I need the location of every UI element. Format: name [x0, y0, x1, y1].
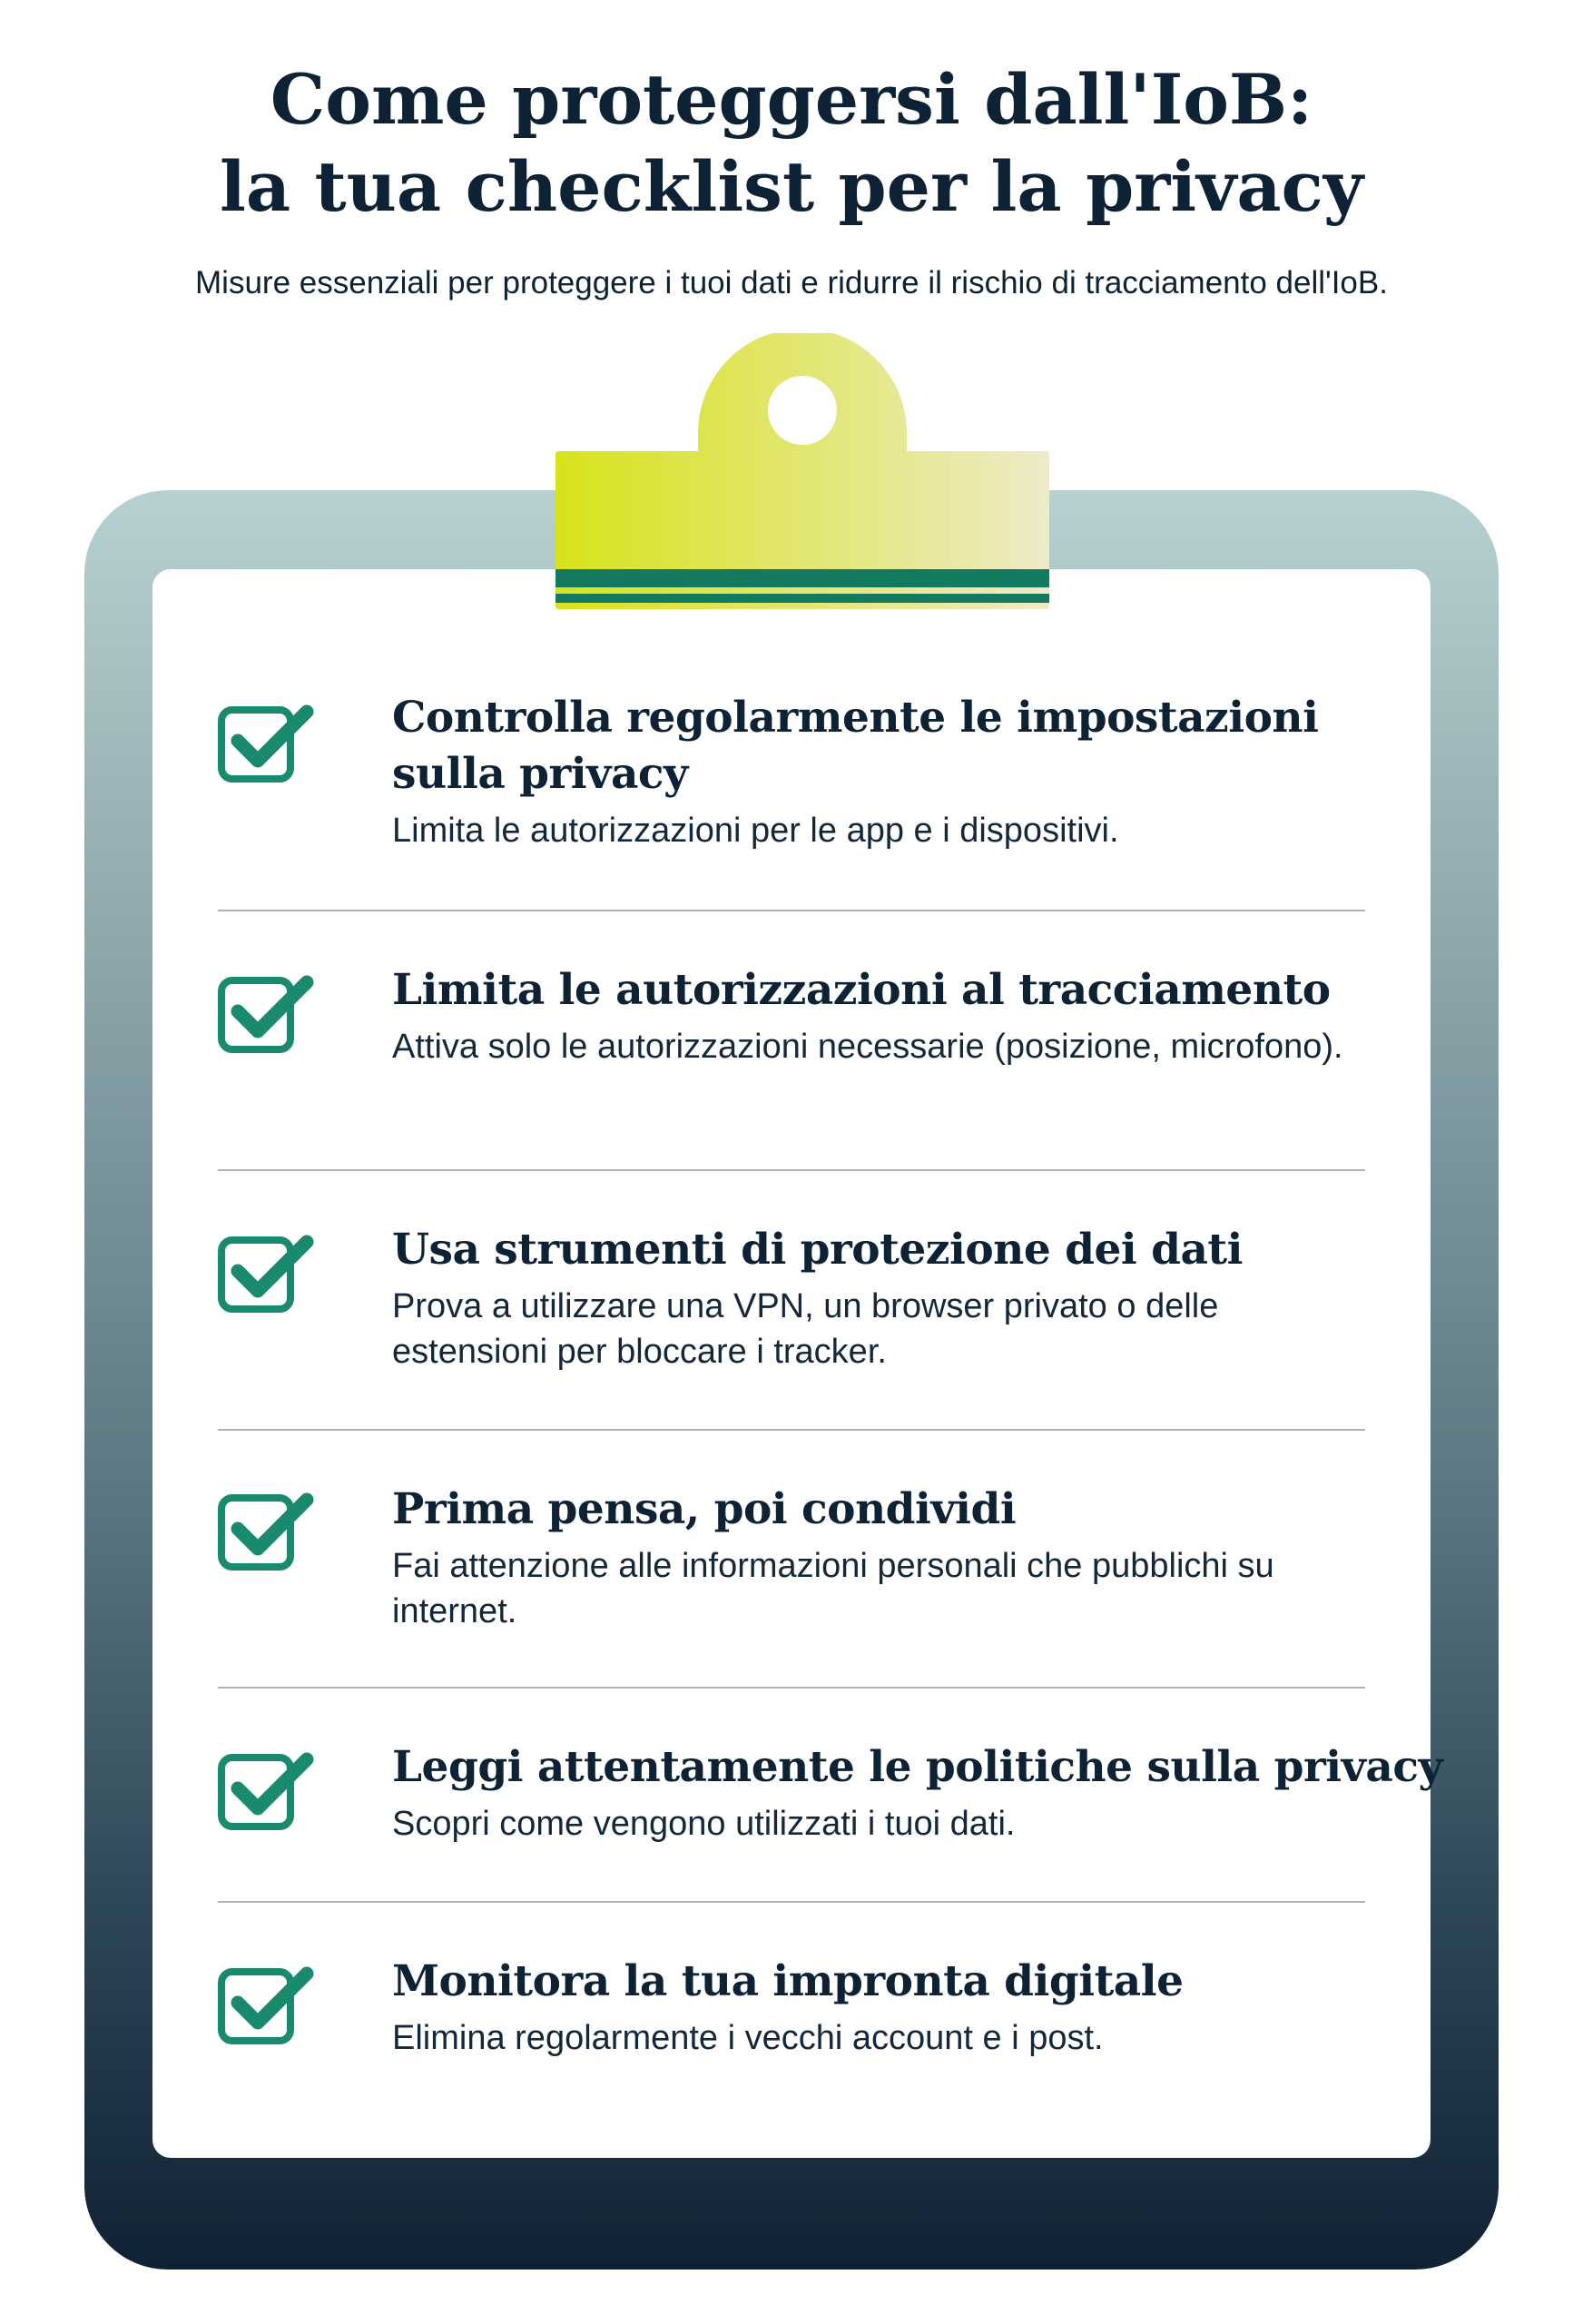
- checkbox-checked-icon: [218, 1965, 318, 2046]
- checklist-item-desc: Limita le autorizzazioni per le app e i dispositivi.: [392, 812, 1119, 850]
- title-line-2: la tua checklist per la privacy: [219, 146, 1363, 227]
- checklist-item-desc: Prova a utilizzare una VPN, un browser privato o delle estensioni per bloccare i tracker.: [392, 1287, 1219, 1371]
- checkbox-checked-icon: [218, 973, 318, 1055]
- checklist-item: [218, 1739, 1443, 1857]
- checkbox-checked-icon: [218, 1233, 318, 1315]
- checklist-item-desc: Fai attenzione alle informazioni personali che pubblichi su internet.: [392, 1547, 1274, 1630]
- page-title: [0, 56, 1583, 231]
- checklist-item-title: Monitora la tua impronta digitale: [392, 1956, 1184, 2006]
- checklist-item-title: Limita le autorizzazioni al tracciamento: [392, 965, 1331, 1015]
- checklist-item: [218, 962, 1365, 1126]
- checklist-item-desc: Elimina regolarmente i vecchi account e i post.: [392, 2019, 1104, 2057]
- checkbox-checked-icon: [218, 703, 318, 784]
- title-line-1: Come proteggersi dall'IoB:: [270, 59, 1313, 140]
- checklist-item: [218, 1222, 1365, 1385]
- checkbox-checked-icon: [218, 1491, 318, 1572]
- checklist-item: [218, 690, 1365, 853]
- divider: [218, 910, 1365, 911]
- checklist-item-title: Leggi attentamente le politiche sulla privacy: [392, 1742, 1443, 1792]
- divider: [218, 1429, 1365, 1431]
- checklist-item-title: Usa strumenti di protezione dei dati: [392, 1225, 1243, 1275]
- checkbox-checked-icon: [218, 1750, 318, 1832]
- checklist-item: [218, 1482, 1365, 1645]
- divider: [218, 1901, 1365, 1903]
- checklist-item-text: [392, 1954, 1372, 2061]
- checklist-item-desc: Scopri come vengono utilizzati i tuoi dati.: [392, 1805, 1016, 1843]
- checklist-item-text: [392, 1739, 1443, 1846]
- clipboard-clip-icon: [556, 333, 1049, 612]
- divider: [218, 1687, 1365, 1689]
- checklist-item-title: Controlla regolarmente le impostazioni sulla privacy: [392, 693, 1319, 799]
- checklist-item: [218, 1954, 1365, 2072]
- divider: [218, 1169, 1365, 1171]
- checklist-item-text: [392, 1482, 1372, 1634]
- page-subtitle: Misure essenziali per proteggere i tuoi dati e ridurre il rischio di tracciamento dell'IoB.: [195, 265, 1388, 300]
- checklist-item-text: [392, 690, 1372, 853]
- checklist-item-desc: Attiva solo le autorizzazioni necessarie (posizione, microfono).: [392, 1028, 1343, 1066]
- checklist-item-title: Prima pensa, poi condividi: [392, 1484, 1017, 1534]
- checklist-item-text: [392, 1222, 1372, 1374]
- checklist-item-text: [392, 962, 1372, 1069]
